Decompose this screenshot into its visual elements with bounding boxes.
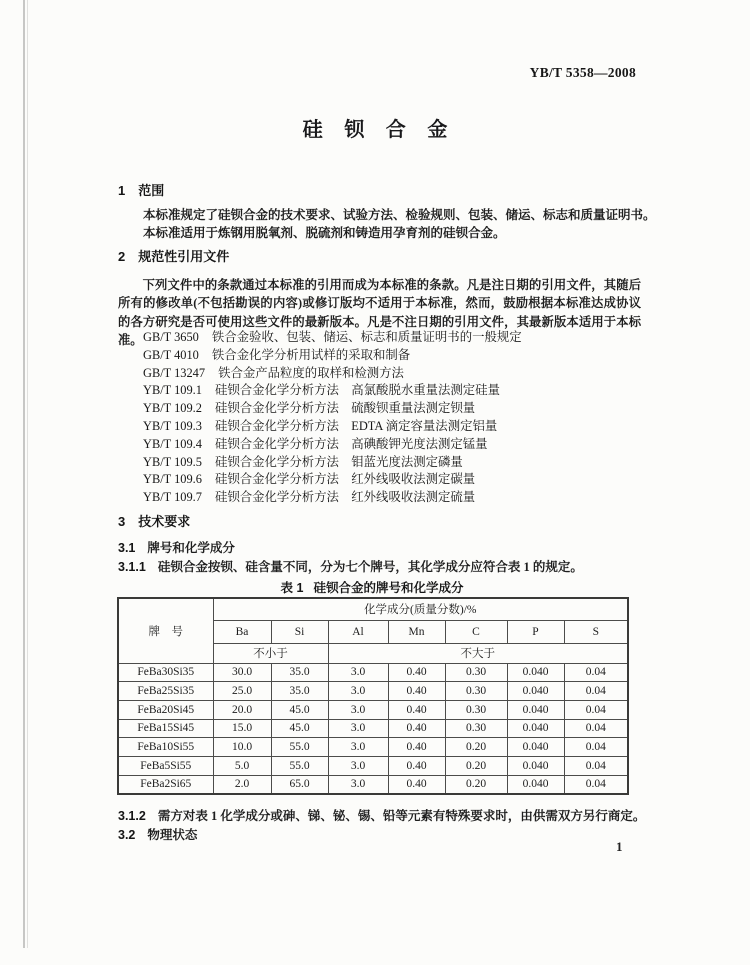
reference-title: 铁合金产品粒度的取样和检测方法 bbox=[218, 365, 404, 380]
clause-number: 3.1.2 bbox=[118, 809, 146, 823]
caption-number: 表 1 bbox=[280, 581, 304, 595]
value-cell: 0.04 bbox=[564, 663, 628, 682]
section-number: 3 bbox=[118, 514, 126, 529]
normative-references-intro: 下列文件中的条款通过本标准的引用而成为本标准的条款。凡是注日期的引用文件，其随后所有的修改单(不包括勘误的内容)或修订版均不适用于本标准，然而，鼓励根据本标准达成协议的各方研究是否可使用这些文件的最新版本。凡是不注日期的引用文件，其最新版本适用于本标准。 bbox=[118, 278, 641, 347]
element-header-cell: Ba bbox=[213, 620, 271, 643]
scan-edge-line-light bbox=[27, 0, 28, 948]
value-cell: 45.0 bbox=[271, 719, 328, 738]
value-cell: 0.40 bbox=[388, 719, 445, 738]
value-cell: 30.0 bbox=[213, 663, 271, 682]
reference-item bbox=[143, 329, 522, 347]
value-cell: 55.0 bbox=[271, 738, 328, 757]
value-cell: 0.20 bbox=[445, 756, 507, 775]
composition-table-body bbox=[118, 663, 628, 794]
reference-item bbox=[143, 471, 522, 489]
reference-item bbox=[143, 436, 522, 454]
reference-item bbox=[143, 347, 522, 365]
value-cell: 0.20 bbox=[445, 738, 507, 757]
reference-code: GB/T 4010 bbox=[143, 347, 199, 362]
value-cell: 3.0 bbox=[328, 775, 388, 794]
document-title: 硅 钡 合 金 bbox=[302, 119, 456, 141]
reference-item bbox=[143, 418, 522, 436]
section-label: 技术要求 bbox=[138, 514, 191, 529]
table-row bbox=[118, 719, 628, 738]
clause-label: 牌号和化学成分 bbox=[147, 541, 235, 555]
value-cell: 0.20 bbox=[445, 775, 507, 794]
value-cell: 25.0 bbox=[213, 682, 271, 701]
table-row bbox=[118, 738, 628, 757]
section-label: 规范性引用文件 bbox=[138, 249, 230, 264]
reference-title: 铁合金验收、包装、储运、标志和质量证明书的一般规定 bbox=[211, 330, 522, 344]
value-cell: 45.0 bbox=[271, 700, 328, 719]
value-cell: 0.30 bbox=[445, 682, 507, 701]
reference-code: YB/T 109.2 bbox=[143, 401, 202, 416]
section-3-heading bbox=[118, 511, 190, 530]
value-cell: 0.040 bbox=[507, 663, 564, 682]
value-cell: 0.040 bbox=[507, 775, 564, 794]
value-cell: 15.0 bbox=[213, 719, 271, 738]
value-cell: 0.30 bbox=[445, 663, 507, 682]
element-header-cell: C bbox=[445, 620, 507, 643]
reference-item bbox=[143, 454, 522, 472]
grade-cell: FeBa5Si55 bbox=[118, 756, 213, 775]
caption-text: 硅钡合金的牌号和化学成分 bbox=[313, 581, 464, 595]
reference-title: 硅钡合金化学分析方法 红外线吸收法测定硫量 bbox=[214, 490, 476, 505]
value-cell: 3.0 bbox=[328, 700, 388, 719]
value-cell: 20.0 bbox=[213, 700, 271, 719]
value-cell: 35.0 bbox=[271, 663, 328, 682]
reference-code: GB/T 3650 bbox=[143, 330, 199, 344]
scope-paragraph-1: 本标准规定了硅钡合金的技术要求、试验方法、检验规则、包装、储运、标志和质量证明书。 bbox=[143, 208, 656, 222]
clause-3-1-1 bbox=[118, 557, 583, 576]
section-2-heading bbox=[118, 246, 229, 265]
section-label: 范围 bbox=[138, 183, 165, 198]
value-cell: 65.0 bbox=[271, 775, 328, 794]
reference-title: 硅钡合金化学分析方法 钼蓝光度法测定磷量 bbox=[214, 454, 463, 469]
value-cell: 0.040 bbox=[507, 719, 564, 738]
clause-text: 需方对表 1 化学成分或砷、锑、铋、锡、铅等元素有特殊要求时，由供需双方另行商定。 bbox=[157, 809, 646, 823]
reference-title: 硅钡合金化学分析方法 高碘酸钾光度法测定锰量 bbox=[214, 436, 488, 451]
element-header-cell: Si bbox=[271, 620, 328, 643]
reference-code: YB/T 109.7 bbox=[143, 490, 202, 505]
standard-number: YB/T 5358—2008 bbox=[529, 65, 636, 80]
table-row bbox=[118, 700, 628, 719]
value-cell: 5.0 bbox=[213, 756, 271, 775]
table-row bbox=[118, 756, 628, 775]
grade-cell: FeBa20Si45 bbox=[118, 700, 213, 719]
section-1-heading bbox=[118, 180, 164, 199]
grade-cell: FeBa10Si55 bbox=[118, 738, 213, 757]
reference-code: YB/T 109.6 bbox=[143, 472, 202, 487]
name-header-cell: 牌 号 bbox=[118, 598, 213, 663]
table-row bbox=[118, 663, 628, 682]
references-list bbox=[143, 329, 522, 507]
reference-code: YB/T 109.5 bbox=[143, 454, 202, 469]
value-cell: 0.04 bbox=[564, 738, 628, 757]
min-limit-cell: 不小于 bbox=[213, 643, 328, 663]
section-number: 1 bbox=[118, 183, 126, 198]
grade-cell: FeBa2Si65 bbox=[118, 775, 213, 794]
value-cell: 55.0 bbox=[271, 756, 328, 775]
value-cell: 0.040 bbox=[507, 700, 564, 719]
max-limit-cell: 不大于 bbox=[328, 643, 628, 663]
value-cell: 0.040 bbox=[507, 756, 564, 775]
value-cell: 10.0 bbox=[213, 738, 271, 757]
element-header-cell: Al bbox=[328, 620, 388, 643]
element-header-cell: Mn bbox=[388, 620, 445, 643]
reference-title: 硅钡合金化学分析方法 红外线吸收法测定碳量 bbox=[214, 472, 476, 487]
scan-edge-line bbox=[23, 0, 25, 948]
reference-code: YB/T 109.3 bbox=[143, 418, 202, 433]
group-header-cell: 化学成分(质量分数)/% bbox=[213, 598, 628, 620]
value-cell: 3.0 bbox=[328, 738, 388, 757]
clause-number: 3.1.1 bbox=[118, 560, 146, 574]
reference-item bbox=[143, 382, 522, 400]
value-cell: 0.40 bbox=[388, 738, 445, 757]
reference-code: YB/T 109.1 bbox=[143, 383, 202, 398]
scope-paragraph-2: 本标准适用于炼钢用脱氧剂、脱硫剂和铸造用孕育剂的硅钡合金。 bbox=[143, 226, 506, 240]
composition-table bbox=[117, 597, 629, 795]
value-cell: 3.0 bbox=[328, 663, 388, 682]
reference-item bbox=[143, 365, 522, 383]
table-row bbox=[118, 775, 628, 794]
grade-cell: FeBa30Si35 bbox=[118, 663, 213, 682]
reference-title: 铁合金化学分析用试样的采取和制备 bbox=[211, 347, 411, 362]
page-number: 1 bbox=[616, 839, 623, 854]
value-cell: 0.30 bbox=[445, 700, 507, 719]
value-cell: 2.0 bbox=[213, 775, 271, 794]
value-cell: 0.40 bbox=[388, 700, 445, 719]
reference-code: GB/T 13247 bbox=[143, 365, 206, 380]
value-cell: 0.30 bbox=[445, 719, 507, 738]
grade-cell: FeBa15Si45 bbox=[118, 719, 213, 738]
clause-text: 硅钡合金按钡、硅含量不同，分为七个牌号，其化学成分应符合表 1 的规定。 bbox=[157, 560, 583, 574]
value-cell: 0.04 bbox=[564, 700, 628, 719]
table-1-caption bbox=[117, 578, 627, 596]
clause-number: 3.2 bbox=[118, 828, 136, 842]
value-cell: 0.04 bbox=[564, 756, 628, 775]
reference-title: 硅钡合金化学分析方法 高氯酸脱水重量法测定硅量 bbox=[214, 383, 500, 398]
table-row bbox=[118, 682, 628, 701]
reference-title: 硅钡合金化学分析方法 硫酸钡重量法测定钡量 bbox=[214, 401, 476, 416]
element-header-cell: P bbox=[507, 620, 564, 643]
value-cell: 3.0 bbox=[328, 756, 388, 775]
value-cell: 0.04 bbox=[564, 719, 628, 738]
value-cell: 0.40 bbox=[388, 756, 445, 775]
value-cell: 0.04 bbox=[564, 775, 628, 794]
reference-code: YB/T 109.4 bbox=[143, 436, 202, 451]
clause-number: 3.1 bbox=[118, 541, 136, 555]
value-cell: 0.40 bbox=[388, 663, 445, 682]
value-cell: 0.040 bbox=[507, 738, 564, 757]
clause-3-1-heading bbox=[118, 538, 235, 557]
reference-item bbox=[143, 400, 522, 418]
grade-cell: FeBa25Si35 bbox=[118, 682, 213, 701]
value-cell: 0.40 bbox=[388, 775, 445, 794]
value-cell: 0.40 bbox=[388, 682, 445, 701]
reference-title: 硅钡合金化学分析方法 EDTA 滴定容量法测定铝量 bbox=[214, 418, 498, 433]
value-cell: 35.0 bbox=[271, 682, 328, 701]
clause-label: 物理状态 bbox=[147, 828, 198, 842]
clause-3-2-heading bbox=[118, 825, 197, 844]
value-cell: 0.040 bbox=[507, 682, 564, 701]
value-cell: 3.0 bbox=[328, 682, 388, 701]
clause-3-1-2 bbox=[118, 806, 645, 825]
section-number: 2 bbox=[118, 249, 126, 264]
value-cell: 0.04 bbox=[564, 682, 628, 701]
element-header-cell: S bbox=[564, 620, 628, 643]
value-cell: 3.0 bbox=[328, 719, 388, 738]
reference-item bbox=[143, 489, 522, 507]
